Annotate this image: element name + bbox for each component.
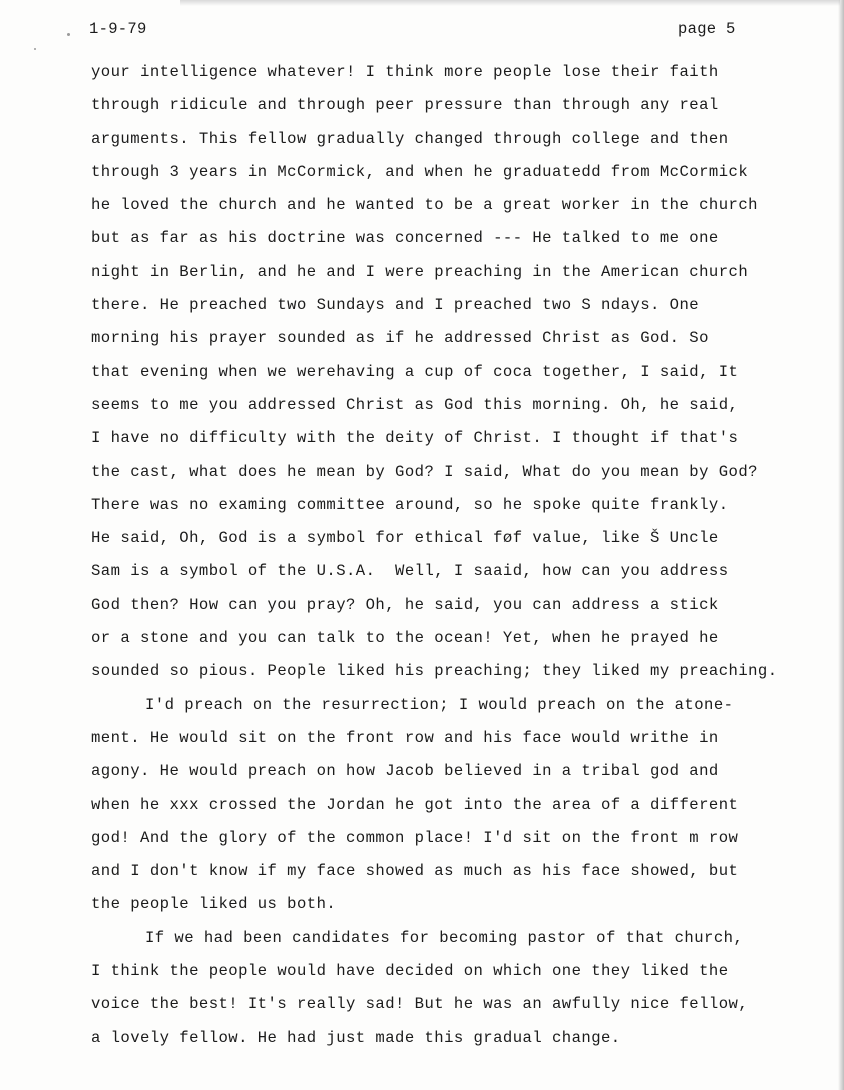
text-line: there. He preached two Sundays and I preached two S ndays. One [91, 296, 700, 315]
text-line: your intelligence whatever! I think more people lose their faith [91, 63, 719, 81]
text-line: I think the people would have decided on which one they liked the [91, 962, 729, 981]
typed-text-body [91, 56, 831, 1055]
text-line: night in Berlin, and he and I were preaching in the American church [91, 262, 749, 281]
text-line: morning his prayer sounded as if he addressed Christ as God. So [91, 329, 709, 348]
text-line: ment. He would sit on the front row and his face would writhe in [91, 728, 719, 747]
page-header [0, 20, 844, 42]
text-line: He said, Oh, God is a symbol for ethical føf value, like Š Uncle [91, 529, 719, 548]
text-line: the people liked us both. [91, 895, 337, 914]
text-line: he loved the church and he wanted to be a great worker in the church [91, 196, 758, 215]
scan-shadow-right [838, 0, 844, 1090]
text-line: and I don't know if my face showed as much as his face showed, but [91, 862, 739, 881]
scan-speck [34, 48, 36, 50]
text-line: through ridicule and through peer pressure than through any real [91, 96, 719, 115]
text-line: arguments. This fellow gradually changed through college and then [91, 129, 729, 148]
text-line: agony. He would preach on how Jacob believed in a tribal god and [91, 762, 719, 781]
page-number: page 5 [678, 20, 736, 38]
text-line: god! And the glory of the common place! I'd sit on the front m row [91, 828, 739, 847]
text-line: through 3 years in McCormick, and when he graduatedd from McCormick [91, 162, 749, 181]
text-line: or a stone and you can talk to the ocean! Yet, when he prayed he [91, 629, 719, 648]
text-line-paragraph-start: I'd preach on the resurrection; I would preach on the atone- [145, 695, 734, 714]
text-line: sounded so pious. People liked his preaching; they liked my preaching. [91, 662, 778, 681]
text-line: voice the best! It's really sad! But he was an awfully nice fellow, [91, 995, 749, 1014]
text-line: that evening when we werehaving a cup of coca together, I said, It [91, 362, 739, 381]
text-line: There was no examing committee around, so he spoke quite frankly. [91, 495, 729, 514]
text-line: God then? How can you pray? Oh, he said, you can address a stick [91, 595, 719, 614]
text-line: seems to me you addressed Christ as God this morning. Oh, he said, [91, 395, 739, 414]
text-line: I have no difficulty with the deity of Christ. I thought if that's [91, 429, 739, 448]
page-date: 1-9-79 [89, 20, 147, 38]
scan-shadow-top [180, 0, 840, 6]
text-line-paragraph-start: If we had been candidates for becoming pastor of that church, [145, 928, 744, 947]
text-line: Sam is a symbol of the U.S.A. Well, I saaid, how can you address [91, 562, 729, 581]
text-line: a lovely fellow. He had just made this gradual change. [91, 1028, 621, 1047]
text-line: but as far as his doctrine was concerned --- He talked to me one [91, 229, 719, 248]
text-line: the cast, what does he mean by God? I said, What do you mean by God? [91, 462, 758, 481]
text-line: when he xxx crossed the Jordan he got into the area of a different [91, 795, 739, 814]
